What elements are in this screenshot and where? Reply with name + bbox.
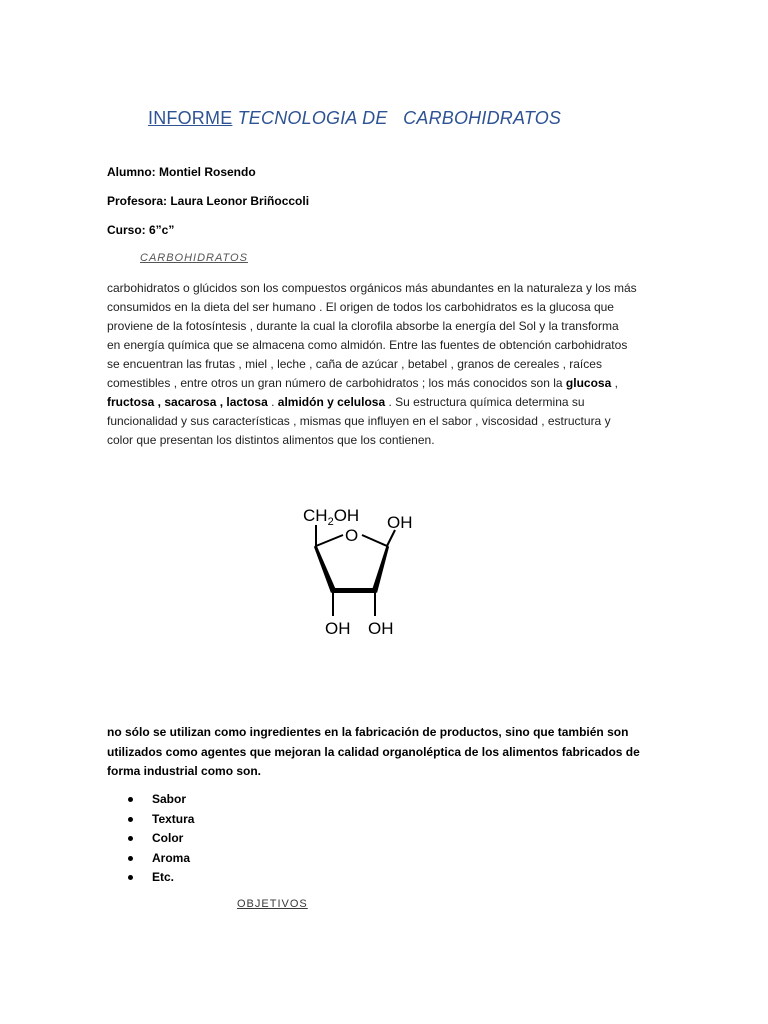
title-informe: INFORME	[148, 108, 233, 128]
list-item	[126, 810, 194, 830]
paragraph-line: se encuentran las frutas , miel , leche , caña de azúcar , betabel , granos de cereales , raíces	[107, 357, 602, 371]
list-item-label: Color	[152, 831, 184, 845]
ring-oxygen-label: O	[345, 526, 359, 545]
furanose-structure-diagram	[295, 500, 430, 645]
paragraph-line: carbohidratos o glúcidos son los compuestos orgánicos más abundantes en la naturaleza y los más	[107, 281, 637, 295]
bullet-icon	[128, 856, 133, 861]
bullet-icon	[128, 797, 133, 802]
list-item-label: Aroma	[152, 850, 191, 865]
section-heading-objetivos: OBJETIVOS	[237, 898, 308, 910]
list-item	[126, 790, 194, 810]
section-heading-carbohidratos: CARBOHIDRATOS	[140, 252, 248, 264]
document-title	[148, 108, 561, 129]
oh-bottom-left-label: OH	[325, 619, 351, 638]
course-label: Curso: 6”c”	[107, 223, 175, 237]
paragraph-line: color que presentan los distintos alimentos que los contienen.	[107, 433, 435, 447]
paragraph-text: .	[267, 395, 278, 409]
oh-right-label: OH	[387, 513, 413, 532]
oh-bottom-right-label: OH	[368, 619, 394, 638]
title-subject: TECNOLOGIA DE CARBOHIDRATOS	[232, 108, 562, 128]
list-item	[126, 849, 194, 869]
list-item	[126, 829, 194, 849]
teacher-name: Profesora: Laura Leonor Briñoccoli	[107, 194, 310, 208]
bottom-bold-bond	[333, 588, 375, 593]
bullet-icon	[128, 836, 133, 841]
properties-list	[126, 790, 194, 888]
bold-terms-starch: almidón y celulosa	[277, 395, 386, 409]
right-wedge-bond	[372, 544, 389, 593]
list-item-label: Sabor	[152, 792, 187, 806]
list-item	[126, 868, 194, 888]
bold-terms-sugars: fructosa , sacarosa , lactosa	[107, 395, 268, 409]
paragraph-line: en energía química que se almacena como almidón. Entre las fuentes de obtención carbohidratos	[107, 338, 628, 352]
list-item-label: Textura	[152, 811, 195, 826]
paragraph-line: funcionalidad y sus características , mismas que influyen en el sabor , viscosidad , estructura y	[107, 414, 611, 428]
paragraph-text: ,	[611, 376, 618, 390]
paragraph-line: consumidos en la dieta del ser humano . El origen de todos los carbohidratos es la glucosa que	[107, 300, 614, 314]
uses-paragraph	[107, 723, 667, 782]
bullet-icon	[128, 875, 133, 880]
left-wedge-bond	[314, 544, 336, 593]
student-name: Alumno: Montiel Rosendo	[107, 165, 256, 179]
intro-paragraph	[107, 279, 662, 450]
paragraph-line: utilizados como agentes que mejoran la calidad organoléptica de los alimentos fabricados de	[107, 744, 640, 759]
bold-term-glucosa: glucosa	[565, 376, 612, 390]
paragraph-line: forma industrial como son.	[107, 764, 262, 778]
paragraph-line: no sólo se utilizan como ingredientes en la fabricación de productos, sino que también son	[107, 725, 629, 739]
paragraph-line	[107, 393, 662, 412]
paragraph-text: comestibles , entre otros un gran número de carbohidratos ; los más conocidos son la	[107, 376, 566, 390]
paragraph-line	[107, 374, 662, 393]
ch2oh-label: $CH_2OH$	[303, 506, 360, 528]
bullet-icon	[128, 817, 133, 822]
paragraph-text: . Su estructura química determina su	[385, 395, 585, 409]
paragraph-line: proviene de la fotosíntesis , durante la cual la clorofila absorbe la energía del Sol y la transforma	[107, 319, 619, 333]
list-item-label: Etc.	[152, 870, 175, 884]
